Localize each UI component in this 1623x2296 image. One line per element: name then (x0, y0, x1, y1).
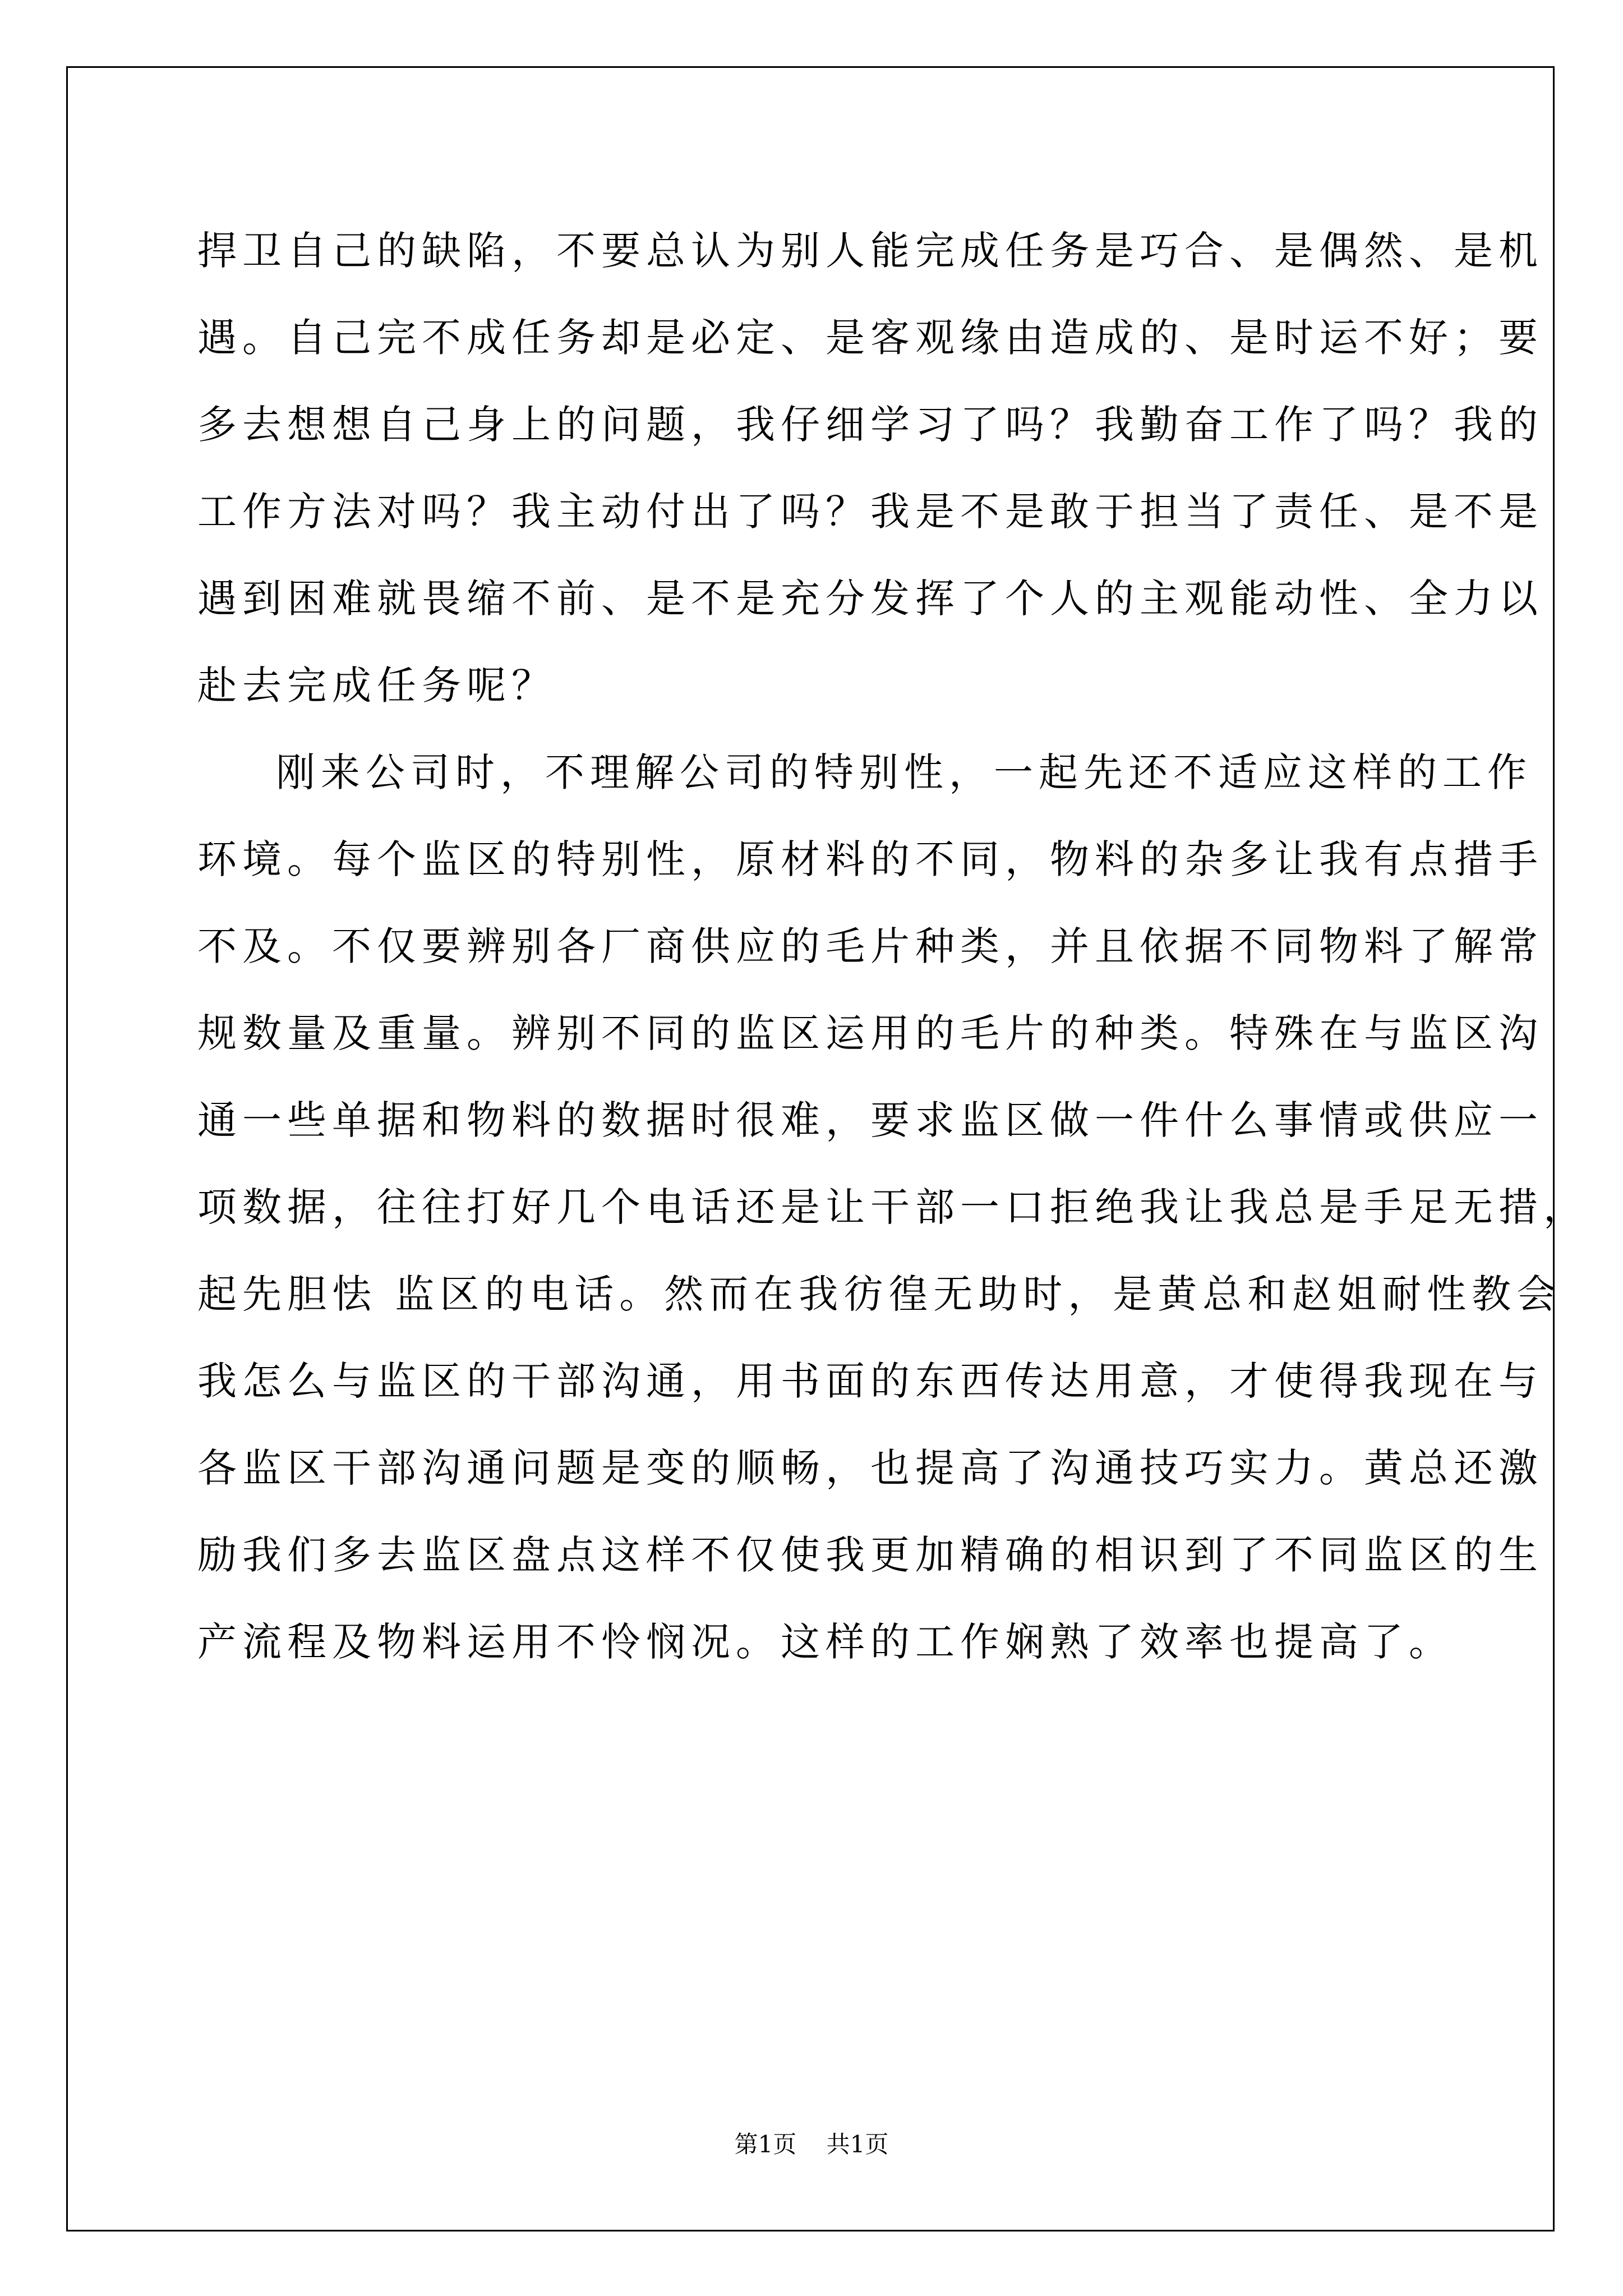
text-line: 遇。自己完不成任务却是必定、是客观缘由造成的、是时运不好；要 (197, 315, 1543, 361)
page-footer (0, 2126, 1623, 2160)
text-line: 通一些单据和物料的数据时很难，要求监区做一件什么事情或供应一 (197, 1097, 1543, 1143)
text-line: 励我们多去监区盘点这样不仅使我更加精确的相识到了不同监区的生 (197, 1532, 1543, 1578)
text-line: 不及。不仅要辨别各厂商供应的毛片种类，并且依据不同物料了解常 (197, 923, 1543, 969)
text-line: 工作方法对吗？我主动付出了吗？我是不是敢于担当了责任、是不是 (197, 489, 1543, 535)
text-line: 遇到困难就畏缩不前、是不是充分发挥了个人的主观能动性、全力以 (197, 576, 1543, 622)
text-line: 起先胆怯 监区的电话。然而在我彷徨无助时，是黄总和赵姐耐性教会 (197, 1271, 1562, 1317)
page-number: 第1页 (734, 2131, 797, 2158)
text-line: 产流程及物料运用不怜悯况。这样的工作娴熟了效率也提高了。 (197, 1619, 1454, 1665)
text-line: 规数量及重量。辨别不同的监区运用的毛片的种类。特殊在与监区沟 (197, 1010, 1543, 1056)
page-total: 共1页 (826, 2131, 889, 2158)
document-body (197, 208, 1588, 1686)
text-line: 我怎么与监区的干部沟通，用书面的东西传达用意，才使得我现在与 (197, 1358, 1543, 1404)
text-line: 刚来公司时，不理解公司的特别性，一起先还不适应这样的工作 (276, 749, 1532, 795)
text-line: 赴去完成任务呢？ (197, 662, 556, 708)
text-line: 捍卫自己的缺陷，不要总认为别人能完成任务是巧合、是偶然、是机 (197, 228, 1543, 274)
text-line: 多去想想自己身上的问题，我仔细学习了吗？我勤奋工作了吗？我的 (197, 402, 1543, 448)
text-line: 项数据，往往打好几个电话还是让干部一口拒绝我让我总是手足无措， (197, 1184, 1588, 1230)
text-line: 各监区干部沟通问题是变的顺畅，也提高了沟通技巧实力。黄总还激 (197, 1445, 1543, 1491)
text-line: 环境。每个监区的特别性，原材料的不同，物料的杂多让我有点措手 (197, 836, 1543, 882)
